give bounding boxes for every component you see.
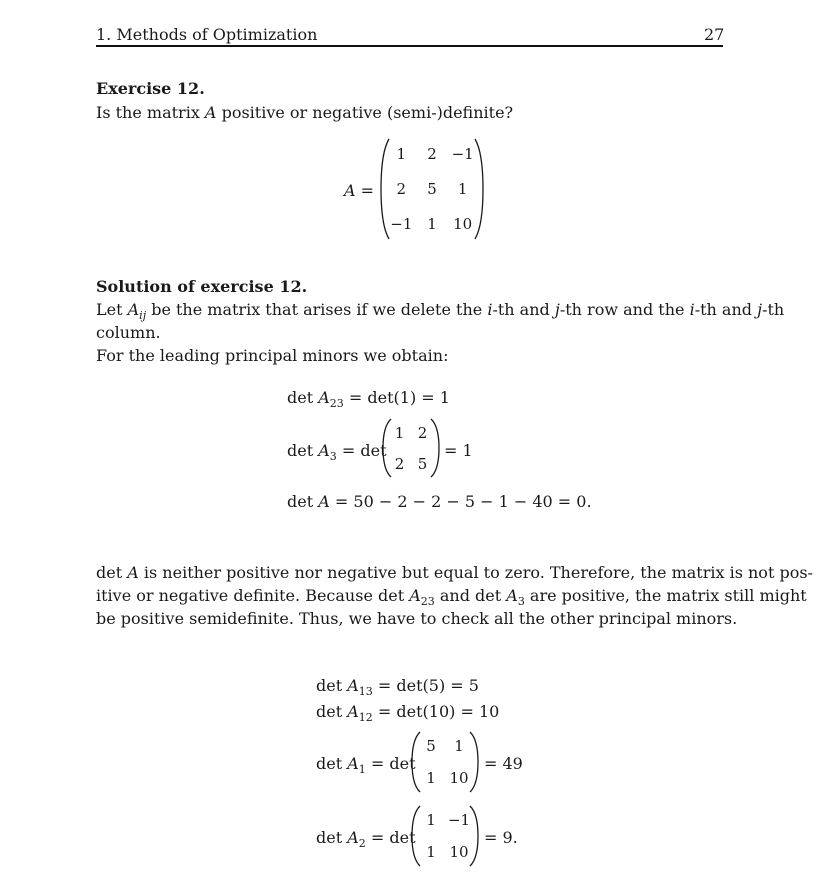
matrix-cell: 1 xyxy=(457,180,468,198)
equation-det-a13: $\det A_{13} = \det(5) = 5$ xyxy=(316,676,479,698)
solution-title: Solution of exercise 12. xyxy=(96,277,308,296)
equation-det-a23: $\det A_{23} = \det(1) = 1$ xyxy=(287,388,450,410)
matrix-cell: 2 xyxy=(394,454,405,473)
matrix-cell: 1 xyxy=(426,811,436,829)
matrix-cell: 1 xyxy=(394,423,405,442)
equation-det-a1-rhs: = 49 xyxy=(484,754,523,773)
equation-det-a1-lhs: $\det A_1 = \det$ xyxy=(316,754,416,776)
matrix-cell: 2 xyxy=(396,180,407,198)
equation-det-a: det A = 50 − 2 − 2 − 5 − 1 − 40 = 0. xyxy=(287,492,592,511)
equation-det-a2-lhs: $\det A_2 = \det$ xyxy=(316,828,416,850)
solution-para3-line3: be positive semidefinite. Thus, we have to check all the other principal minors. xyxy=(96,609,738,628)
equation-det-a12: $\det A_{12} = \det(10) = 10$ xyxy=(316,702,500,724)
matrix-a-label: A = xyxy=(344,181,375,200)
matrix-cell: −1 xyxy=(451,145,474,164)
matrix-cell: 10 xyxy=(449,843,469,861)
matrix-a3 xyxy=(382,417,440,479)
exercise-title: Exercise 12. xyxy=(96,79,205,98)
matrix-cell: 10 xyxy=(453,214,473,233)
equation-det-a2-rhs: = 9. xyxy=(484,828,518,847)
exercise-question: Is the matrix A positive or negative (semi-)definite? xyxy=(96,103,514,122)
matrix-cell: −1 xyxy=(447,811,471,829)
equation-det-a3-rhs: = 1 xyxy=(444,441,473,460)
matrix-cell: 1 xyxy=(426,843,436,861)
matrix-a1 xyxy=(411,730,479,794)
matrix-cell: 1 xyxy=(427,214,437,233)
solution-para1-line2: column. xyxy=(96,323,161,342)
matrix-cell: 2 xyxy=(417,423,428,442)
matrix-cell: −1 xyxy=(390,214,413,233)
matrix-cell: 1 xyxy=(396,145,407,164)
matrix-a2 xyxy=(411,804,479,868)
chapter-title: 1. Methods of Optimization xyxy=(96,25,318,44)
equation-det-a3-lhs: $\det A_3 = \det$ xyxy=(287,441,387,463)
matrix-cell: 5 xyxy=(417,454,428,473)
matrix-cell: 10 xyxy=(449,769,469,787)
solution-para2: For the leading principal minors we obtain: xyxy=(96,346,449,365)
header-rule xyxy=(96,45,723,47)
matrix-cell: 5 xyxy=(426,737,436,755)
solution-para3-line1: det A is neither positive nor negative but equal to zero. Therefore, the matrix is not pos- xyxy=(96,563,813,582)
solution-para1-line1: Let $A_{ij}$ be the matrix that arises if we delete the i-th and j-th row and the i-th and j-th xyxy=(96,300,785,322)
page-number: 27 xyxy=(704,25,725,44)
solution-para3-line2: itive or negative definite. Because $\det A_{23}$ and $\det A_3$ are positive, the matrix still might xyxy=(96,586,807,608)
matrix-cell: 1 xyxy=(454,737,464,755)
matrix-cell: 2 xyxy=(427,145,437,164)
matrix-cell: 5 xyxy=(427,180,437,198)
matrix-cell: 1 xyxy=(426,769,436,787)
matrix-a xyxy=(380,137,484,241)
